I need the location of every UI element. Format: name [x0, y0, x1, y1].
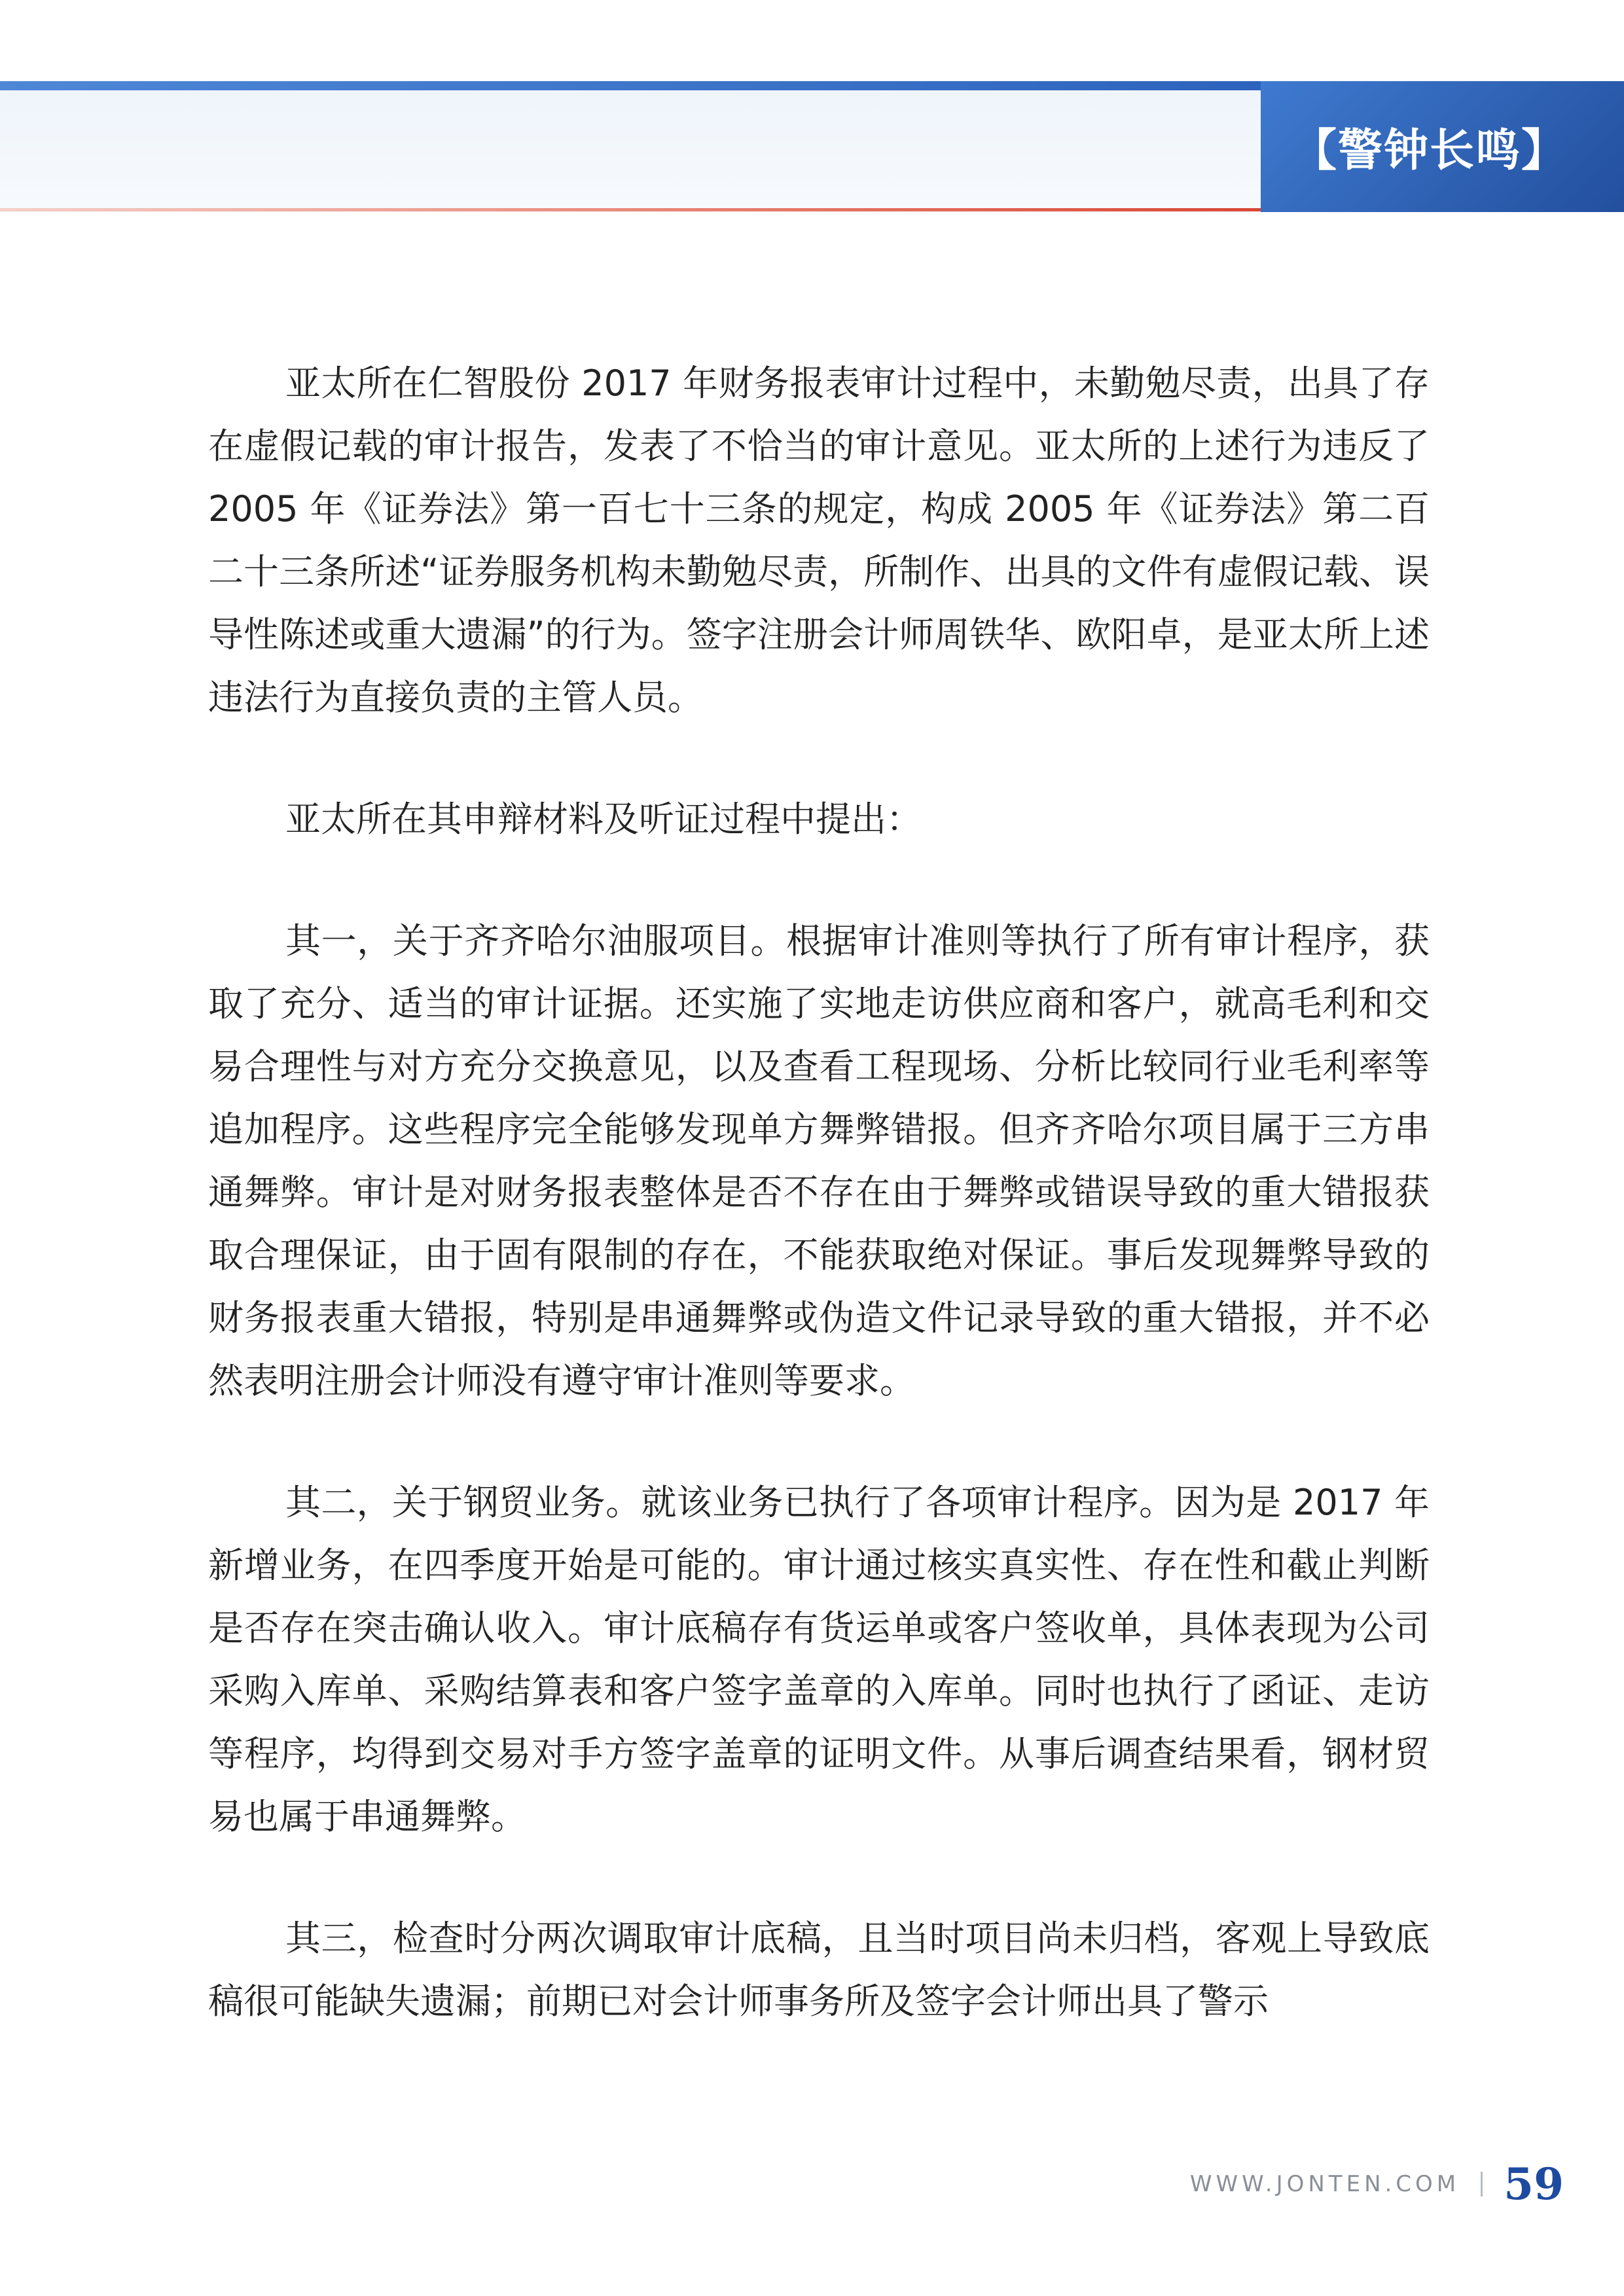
paragraph: 其三，检查时分两次调取审计底稿，且当时项目尚未归档，客观上导致底稿很可能缺失遗漏；前期已对会计师事务所及签字会计师出具了警示	[208, 1918, 1430, 2022]
header-band	[0, 81, 1261, 212]
paragraph: 亚太所在仁智股份 2017 年财务报表审计过程中，未勤勉尽责，出具了存在虚假记载的审计报告，发表了不恰当的审计意见。亚太所的上述行为违反了 2005 年《证券法》第一百七十三条的规定，构成 2005 年《证券法》第二百二十三条所述“证券服务机构未勤勉尽责，所制作、出具的文件有虚假记载、误导性陈述或重大遗漏”的行为。签字注册会计师周铁华、欧阳卓，是亚太所上述违法行为直接负责的主管人员。	[208, 363, 1430, 718]
page-number: 59	[1504, 2159, 1564, 2210]
article-body	[208, 352, 1430, 2092]
paragraph: 其二，关于钢贸业务。就该业务已执行了各项审计程序。因为是 2017 年新增业务，在四季度开始是可能的。审计通过核实真实性、存在性和截止判断是否存在突击确认收入。审计底稿存有货运单或客户签收单，具体表现为公司采购入库单、采购结算表和客户签字盖章的入库单。同时也执行了函证、走访等程序，均得到交易对手方签字盖章的证明文件。从事后调查结果看，钢材贸易也属于串通舞弊。	[208, 1482, 1430, 1837]
page-footer	[1190, 2159, 1564, 2210]
section-tab	[1261, 81, 1624, 212]
header-bottom-rule	[0, 208, 1261, 211]
section-label: 【警钟长鸣】	[1292, 124, 1568, 177]
header-top-rule	[0, 81, 1261, 90]
footer-divider	[1481, 2172, 1483, 2197]
website-url: WWW.JONTEN.COM	[1189, 2171, 1460, 2197]
paragraph: 其一，关于齐齐哈尔油服项目。根据审计准则等执行了所有审计程序，获取了充分、适当的审计证据。还实施了实地走访供应商和客户，就高毛利和交易合理性与对方充分交换意见，以及查看工程现场、分析比较同行业毛利率等追加程序。这些程序完全能够发现单方舞弊错报。但齐齐哈尔项目属于三方串通舞弊。审计是对财务报表整体是否不存在由于舞弊或错误导致的重大错报获取合理保证，由于固有限制的存在，不能获取绝对保证。事后发现舞弊导致的财务报表重大错报，特别是串通舞弊或伪造文件记录导致的重大错报，并不必然表明注册会计师没有遵守审计准则等要求。	[208, 920, 1430, 1401]
paragraph: 亚太所在其申辩材料及听证过程中提出：	[285, 798, 922, 840]
